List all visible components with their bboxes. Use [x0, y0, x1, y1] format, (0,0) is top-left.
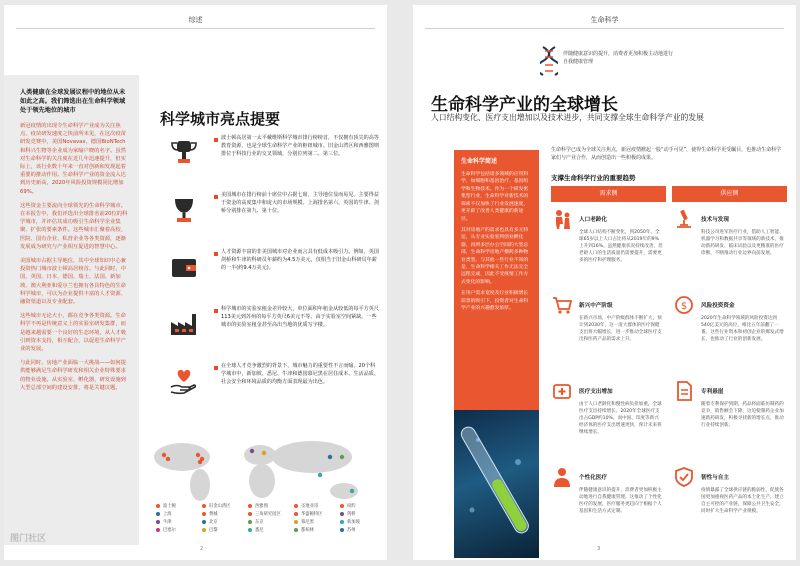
city-legend — [156, 502, 386, 533]
funding-icon — [673, 294, 695, 316]
legend-item — [294, 502, 340, 509]
legend-label: 巴塞尔 — [163, 527, 176, 533]
legend-dot-icon — [156, 504, 160, 508]
legend-item — [340, 526, 386, 533]
person-icon — [551, 466, 573, 488]
legend-item — [156, 510, 202, 517]
legend-item — [294, 518, 340, 525]
trend-text: 随着专利保护到期，药品将面临仿制药的竞争，销售额会下降，这迫使制药企业加速新药研发，积极寻找新的增长点，推动行业持续创新。 — [701, 402, 784, 428]
trend-card — [673, 380, 785, 430]
overview-box-paragraph: 在用户需求宽度及行业积极增长前景的吸引下，投资者对生命科学产业的兴趣愈发浓厚。 — [461, 291, 529, 312]
legend-item — [248, 510, 294, 517]
left-header-rule — [16, 28, 375, 29]
legend-label: 都柏林 — [301, 527, 314, 533]
legend-dot-icon — [294, 512, 298, 516]
right-page-header: 生命科学 — [590, 16, 619, 24]
lab-photo — [454, 410, 539, 558]
legend-label: 剑桥 — [347, 511, 356, 517]
highlight-item — [168, 249, 380, 306]
highlight-item — [168, 363, 380, 420]
legend-item — [202, 526, 248, 533]
watermark-logo: 图门社区 — [10, 534, 47, 544]
highlight-item — [168, 192, 380, 249]
summary-sidebar — [4, 75, 139, 545]
wallet-icon — [168, 251, 200, 283]
legend-item — [202, 510, 248, 517]
trend-card — [551, 208, 663, 264]
right-page — [413, 5, 796, 560]
top-note: 伴随健康意识的提升，消费者更加积极主动地进行自我健康管理 — [563, 51, 674, 65]
trend-title: 个性化医疗 — [579, 475, 607, 481]
sidebar-paragraph: 新冠疫情的出现令生命科学产业成为关注焦点，疫苗研发速度之快前所未见，在这次疫苗研发竞赛中，美国Novavax、德国BioNTech和科兴生物等企业成为家喻户晓的名字。虽然对生命科学的关注度在近几年迅速提升，但实际上，该行业数十年来一直对创新和发现起着重要的推动作用。生命科学产业的资金流入达到历史新高，2020年风险投资规模同比增加69%。 — [20, 122, 126, 195]
legend-label: 华盛顿特区 — [301, 511, 323, 517]
bullet-marker — [214, 309, 218, 313]
page-subtitle: 人口结构变化、医疗支出增加以及技术进步，共同支撑全球生命科学产业的发展 — [431, 113, 704, 122]
svg-text:$: $ — [680, 301, 688, 312]
cup-icon — [168, 194, 200, 226]
trend-title: 专利悬崖 — [701, 389, 724, 395]
trend-text: 疫情暴露了全球供应链的脆弱性，促使各国更加重视医药产品的本土化生产，建立自主可控的产业链，保障公共卫生安全，同时扩大生命科学产业规模。 — [701, 488, 784, 514]
legend-label: 西雅图 — [255, 503, 268, 509]
supply-side-header: 供应侧 — [672, 186, 787, 202]
legend-item — [248, 518, 294, 525]
trend-card — [673, 466, 785, 516]
highlights-title: 科学城市亮点提要 — [160, 110, 281, 128]
highlight-text: 人才资源丰富的非美国城市对企业而言具有低成本吸引力。例如，英国剑桥和牛津的科研员年薪约为4.5万美元，仅相当于旧金山科研员年薪的一半(约9.4万美元)。 — [221, 249, 379, 271]
trend-text: 2020年生命科学领域的风险投资达到540亿美元的高位，相比五年前翻了一番。这些行业资本和初创企业的爆发式增长，也推动了行业的创新发展。 — [701, 316, 784, 342]
legend-dot-icon — [156, 512, 160, 516]
trend-card — [551, 380, 663, 436]
legend-label: 费城 — [209, 511, 218, 517]
legend-label: 巴黎 — [209, 527, 218, 533]
legend-dot-icon — [202, 528, 206, 532]
trend-text: 全球人口结构不断变化，到2050年，全球65岁以上人口占比将从2019年的9%上升到16%。虽然健康状况持续改善，但老龄人口的生活质量仍需要提升，需要更多的医疗和护理服务。 — [579, 230, 663, 263]
page-number: 3 — [597, 546, 601, 552]
legend-item — [340, 502, 386, 509]
right-header-rule — [425, 28, 784, 29]
trend-title: 新兴中产阶级 — [579, 303, 613, 309]
left-page — [4, 5, 387, 560]
legend-label: 纽约 — [347, 503, 356, 509]
intro-text: 生命科学已成为全球关注焦点，新冠疫情掀起一股“动手可见”，使得生命科学更受瞩目，也推动生命科学家们与产业合作，从而创造出一些积极的成果。 — [551, 147, 782, 161]
world-dot-map — [142, 435, 382, 505]
trend-title: 人口老龄化 — [579, 217, 607, 223]
factory-icon — [168, 308, 200, 340]
highlight-text: 在全球人才竞争激烈的背景下，城市魅力的重要性不言而喻。20个科学城市中，新加坡、悉尼、牛津和德国慕尼黑在居住成本、生活品质、社会安全和环境品质的均衡方面表现最为出色。 — [221, 363, 379, 385]
trend-title: 技术与发现 — [701, 217, 729, 223]
medical-icon — [551, 380, 573, 402]
legend-label: 悉尼 — [255, 527, 264, 533]
highlight-text: 科学城市的实验室租金差异较大，单位面积年租金从较低的每平方英尺113美元到苏州的每平方英尺6美元不等。由于实验室空间紧缺，一些城市的实验室租金甚至高出当地的优质写字楼。 — [221, 306, 379, 328]
trophy-icon — [168, 137, 200, 169]
trend-title: 医疗支出增加 — [579, 389, 613, 395]
legend-dot-icon — [156, 520, 160, 524]
legend-dot-icon — [248, 528, 252, 532]
highlights-list — [168, 135, 380, 420]
sidebar-paragraph: 这些资金主要流向全球领先的生命科学城市。在本报告中，我们评选出全球排名前20位的科学城市，并评估其成功吸引生命科学企业集聚、扩张的要素条件。这些城市汇聚着高校、医院、国有企业、私营企业等各类资源，逐渐发展成为研究与产业相互促进的智慧中心。 — [20, 202, 128, 250]
highlight-text: 美国城市在排行榜前十席位中占据七席，主导地位显而易见。主要得益于资金的高度集中和庞大的市场规模。上海排名第六，英国的牛津、剑桥分别排在第九、第十位。 — [221, 192, 379, 214]
legend-dot-icon — [202, 512, 206, 516]
bullet-marker — [214, 138, 218, 142]
highlight-text: 波士顿高居第一太平戴维斯科学城市排行榜榜首，不仅拥有顶尖的高等教育资源，也是全球生命科学产业的枢纽城市。旧金山湾区和西雅图则排位于科技行业的交叉领域，分别位列第二、第三位。 — [221, 135, 379, 157]
sidebar-paragraph: 这些城市无论大小，都在竞争各类资源。生命科学不再是传统意义上的实验室研发集群，而是越来越需要一个良好的生态环境，从人才吸引到资本支持，相互配合，以促进生命科学产业的发展。 — [20, 313, 126, 353]
sidebar-paragraph: 美国城市占据主导地位，其中全球知识中心兼投资热门城市波士顿高居榜首。与此同时，中国、英国、日本、德国、瑞士、法国、新加坡、澳大利亚和爱尔兰也拥有各具特色的生命科学城市，可以为企业提供丰富的人才资源、融资渠道以及专业配套。 — [20, 258, 126, 306]
left-page-header: 综述 — [188, 16, 203, 24]
legend-dot-icon — [202, 504, 206, 508]
trend-text: 科技公司进军医疗行业，借助人工智能、机器学习和数据共享等领域的新技术，推动新药研发、临床试验以及更精准的医疗诊断，不断推动行业边界向前发展。 — [701, 230, 784, 256]
overview-box-paragraph: 生命科学包括诸多领域的应用科学，如细胞和基因治疗、基因组学和生物技术。作为一个研发密集型行业，生命科学对新技术的探索不仅加快了行业发展速度，更开辟了改善人类健康的新途径。 — [461, 172, 529, 222]
legend-item — [202, 518, 248, 525]
legend-label: 苏州 — [347, 527, 356, 533]
legend-label: 旧金山湾区 — [209, 503, 231, 509]
legend-item — [294, 510, 340, 517]
trend-card — [551, 466, 663, 516]
trend-card — [673, 208, 785, 258]
legend-dot-icon — [340, 504, 344, 508]
test-tube-image — [454, 410, 539, 558]
shield-icon — [673, 466, 695, 488]
legend-item — [156, 526, 202, 533]
trends-title: 支撑生命科学行业的重要趋势 — [551, 174, 636, 182]
bullet-marker — [214, 366, 218, 370]
legend-label: 上海 — [163, 511, 172, 517]
trend-text: 由于人口老龄化和慢性病负担加重，全球医疗支出持续增长。2020年全球医疗支出占GDP约10%，而中国、印度等新兴经济体的医疗支出增速更快，预计未来将继续增长。 — [579, 402, 662, 435]
legend-item — [248, 502, 294, 509]
trend-card — [673, 294, 785, 344]
legend-label: 三角研究园区 — [255, 511, 281, 517]
legend-dot-icon — [340, 520, 344, 524]
cart-icon — [551, 294, 573, 316]
legend-label: 波士顿 — [163, 503, 176, 509]
trend-text: 伴随健康意识的提升，消费者更加积极主动地进行自我健康管理。这推动了个性化医疗的发展，医疗服务更趋向于根据个人基因和生活方式定制。 — [579, 488, 662, 514]
legend-item — [248, 526, 294, 533]
legend-dot-icon — [202, 520, 206, 524]
legend-label: 牛津 — [163, 519, 172, 525]
trend-title: 韧性与自主 — [701, 475, 729, 481]
trend-text: 在新兴市场，中产阶级群体不断扩大，预计到2030年，这一庞大群体的医疗保健支出将大幅增长，进一步推动全球医疗支出和医药产品的需求上升。 — [579, 316, 662, 342]
legend-item — [294, 526, 340, 533]
legend-item — [340, 510, 386, 517]
highlight-item — [168, 135, 380, 192]
overview-box — [454, 150, 539, 558]
legend-item — [340, 518, 386, 525]
legend-dot-icon — [248, 520, 252, 524]
highlight-item — [168, 306, 380, 363]
bullet-marker — [214, 252, 218, 256]
legend-label: 圣地亚哥 — [301, 503, 319, 509]
legend-label: 新加坡 — [347, 519, 360, 525]
legend-label: 东京 — [255, 519, 264, 525]
demand-side-header: 需求侧 — [551, 186, 666, 202]
overview-box-title: 生命科学简述 — [461, 158, 498, 165]
legend-item — [156, 502, 202, 509]
overview-box-paragraph: 其对房地产的需求也具有多元特征，从专业实验室到创业孵化器，再到多层办公空间的大型总部，生命科学房地产横跨多种物业类型。与其他一些行业不同的是，生命科学相关工作无法完全远程完成，因此不受疫情工作方式变化的影响。 — [461, 227, 529, 285]
heart-hand-icon — [168, 365, 200, 397]
legend-dot-icon — [294, 520, 298, 524]
sidebar-lead: 人类健康在全球发展议程中的地位从未如此之高。我们筛选出在生命科学领域处于领先地位的城市 — [20, 89, 126, 114]
legend-label: 慕尼黑 — [301, 519, 314, 525]
legend-item — [156, 518, 202, 525]
legend-dot-icon — [340, 528, 344, 532]
legend-dot-icon — [248, 504, 252, 508]
bullet-marker — [214, 195, 218, 199]
microscope-icon — [673, 208, 695, 230]
patent-icon — [673, 380, 695, 402]
dna-icon — [540, 45, 558, 77]
sidebar-paragraph: 与此同时，房地产业面临一大挑战——如何提供能够满足生命科学研发和相关企业特殊要求的物业设施。从实验室、孵化器、研发设施到大型总部空间的建设安排，将是关键议题。 — [20, 360, 126, 391]
trend-card — [551, 294, 663, 344]
legend-item — [202, 502, 248, 509]
legend-dot-icon — [294, 504, 298, 508]
legend-dot-icon — [340, 512, 344, 516]
legend-dot-icon — [294, 528, 298, 532]
legend-label: 北京 — [209, 519, 218, 525]
elderly-icon — [551, 208, 573, 230]
legend-dot-icon — [156, 528, 160, 532]
page-number: 2 — [200, 546, 204, 552]
page-title: 生命科学产业的全球增长 — [431, 95, 618, 115]
trend-title: 风险投资资金 — [701, 303, 735, 309]
legend-dot-icon — [248, 512, 252, 516]
